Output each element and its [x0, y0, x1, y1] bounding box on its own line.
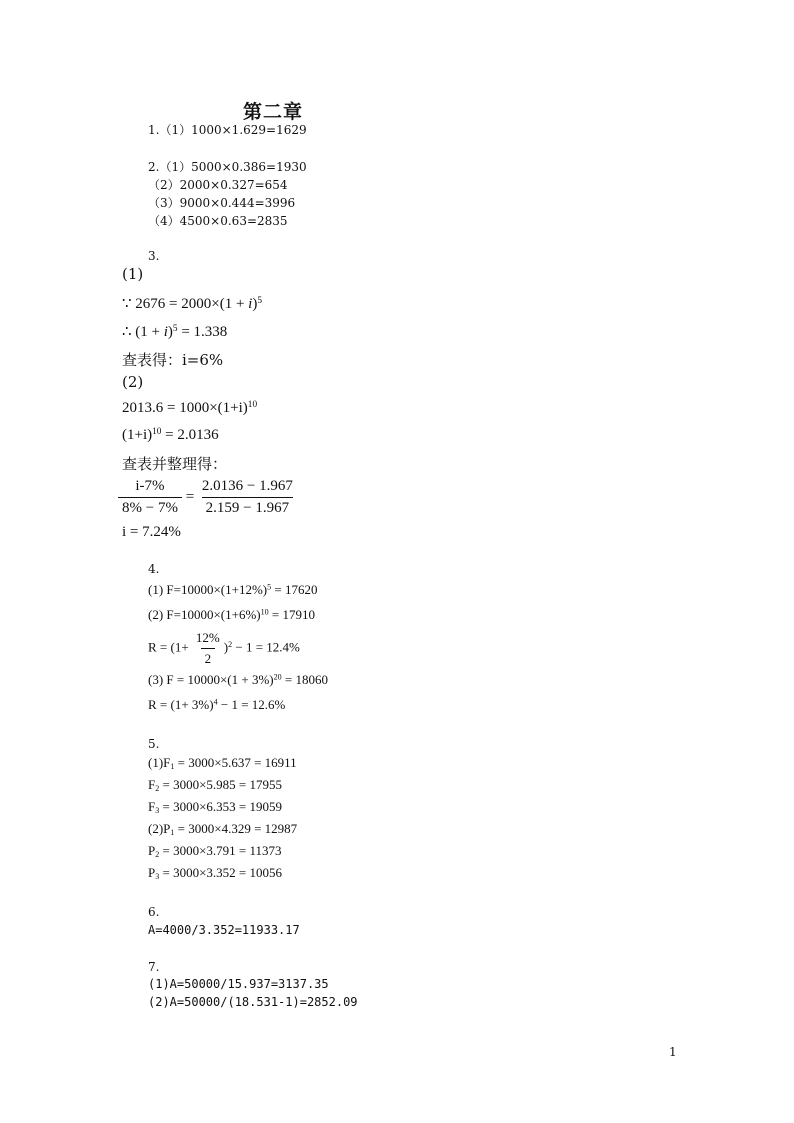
q7-line-2: (2)A=50000/(18.531-1)=2852.09 — [148, 995, 358, 1009]
q5-line-3: $F_3 = 3000\times 6.353 = 19059$ — [148, 799, 283, 815]
fraction-left: $\frac{i-7\%}{8\% - 7\%}$ — [118, 478, 182, 517]
q1-line: 1.（1）1000×1.629=1629 — [148, 123, 307, 137]
q3-equation-1: ∵ $2676 = 2000\times(1 + i)^5$ — [122, 295, 262, 312]
q4-line-3: R = (1+ $\frac{12\%}{2}$ )$^2$ − 1 = 12.4% — [148, 630, 300, 666]
q2-line-3: （3）9000×0.444=3996 — [148, 196, 296, 210]
q2-line-4: （4）4500×0.63=2835 — [148, 214, 288, 228]
q5-line-2: $F_2 = 3000\times 5.985 = 17955$ — [148, 777, 283, 793]
q6-line-1: A=4000/3.352=11933.17 — [148, 923, 300, 937]
q3-equation-2: ∴ $(1 + i)^5 = 1.338$ — [122, 323, 228, 340]
q2-line-1: 2.（1）5000×0.386=1930 — [148, 160, 307, 174]
q3-part-1: (1) — [122, 265, 144, 283]
fraction-rate: $\frac{12\%}{2}$ — [195, 630, 220, 666]
fraction-right: $\frac{2.0136 - 1.967}{2.159 - 1.967}$ — [201, 478, 293, 516]
q7-line-1: (1)A=50000/15.937=3137.35 — [148, 977, 329, 991]
q3-equation-4: $(1+i)^{10} = 2.0136$ — [122, 426, 219, 443]
q2-line-2: （2）2000×0.327=654 — [148, 178, 288, 192]
q4-line-1: (1) $F=10000\times(1+12\%)^5 = 17620$ — [148, 582, 318, 597]
q4-label: 4. — [148, 562, 160, 576]
q5-label: 5. — [148, 737, 160, 751]
q7-label: 7. — [148, 960, 160, 974]
q4-line-4: (3) $F = 10000\times(1 + 3\%)^{20} = 18060$ — [148, 672, 329, 687]
chapter-title: 第二章 — [243, 101, 304, 123]
q3-label: 3. — [148, 249, 160, 263]
q3-lookup-text: 查表得：i=6% — [122, 351, 224, 369]
q4-line-2: (2) $F=10000\times(1+6\%)^{10} = 17910$ — [148, 607, 316, 622]
page-number: 1 — [669, 1045, 677, 1059]
q5-line-1: $(1)F_1 = 3000\times 5.637 = 16911$ — [148, 755, 297, 771]
q3-equation-3: $2013.6 = 1000\times(1+i)^{10}$ — [122, 399, 258, 416]
q3-fraction-equation: $\frac{i-7\%}{8\% - 7\%}$ = $\frac{2.0136 - 1.967}{2.159 - 1.967}$ — [118, 478, 297, 517]
q5-line-6: $P_3 = 3000\times 3.352 = 10056$ — [148, 865, 283, 881]
q5-line-5: $P_2 = 3000\times 3.791 = 11373$ — [148, 843, 282, 859]
q3-lookup-text-2: 查表并整理得： — [122, 455, 228, 473]
q5-line-4: $(2)P_1 = 3000\times 4.329 = 12987$ — [148, 821, 298, 837]
q4-line-5: $R = (1+ 3\%)^4 - 1 = 12.6\%$ — [148, 697, 286, 712]
q6-label: 6. — [148, 905, 160, 919]
q3-result: i = 7.24% — [122, 524, 181, 540]
q3-part-2: (2) — [122, 373, 144, 391]
